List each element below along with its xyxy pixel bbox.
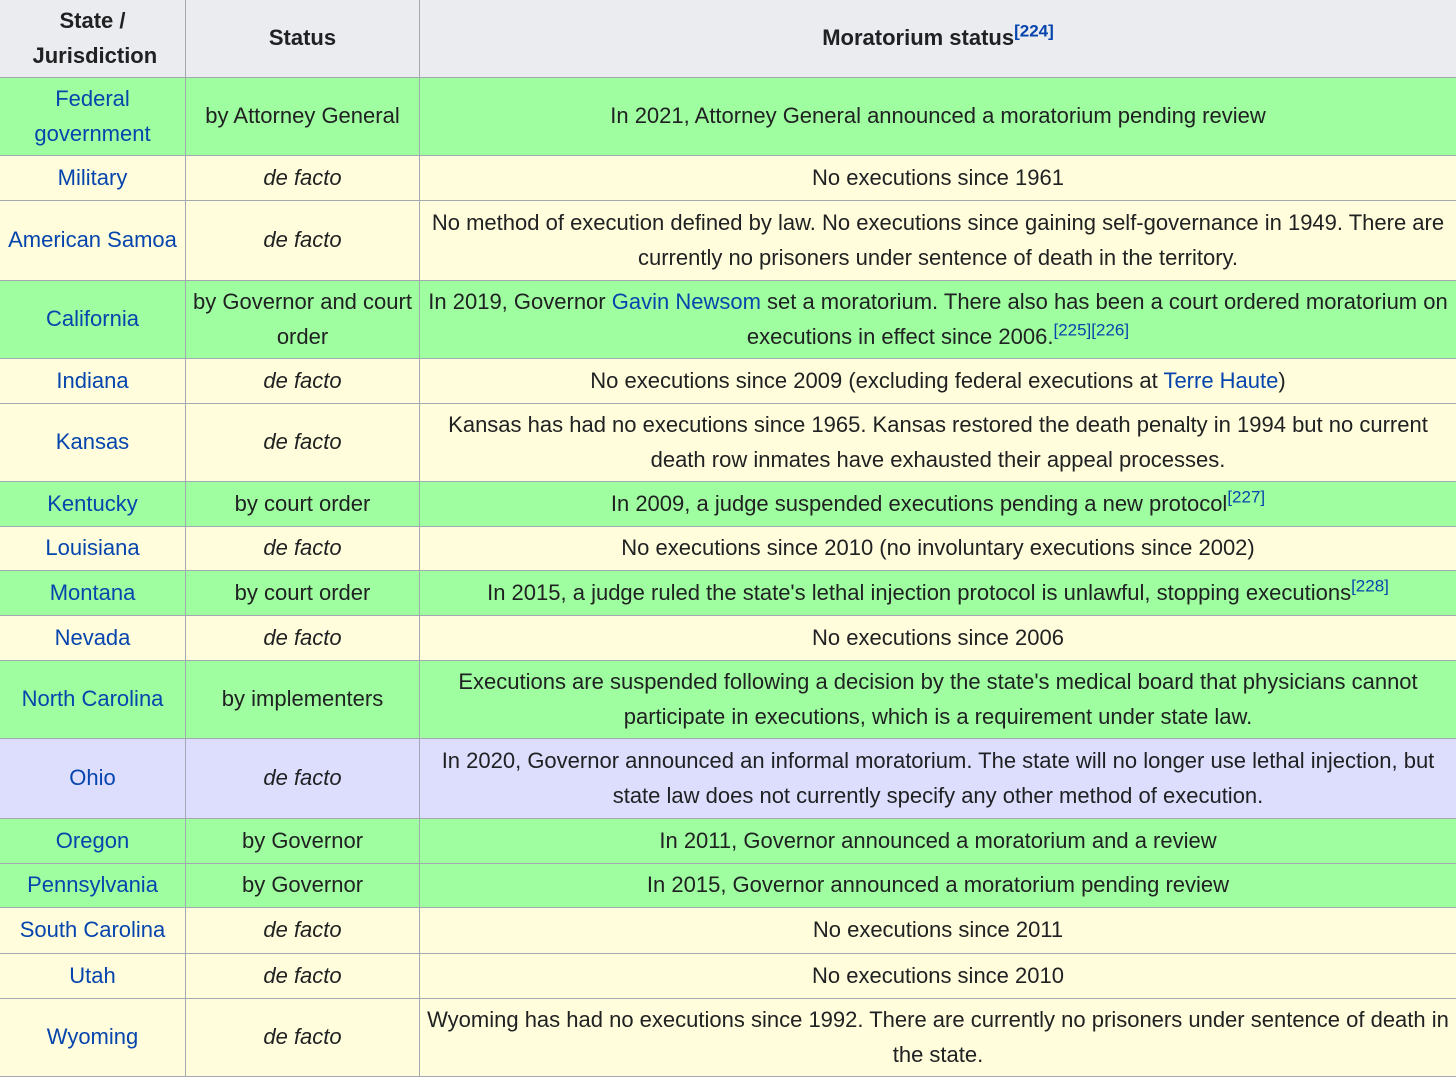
moratorium-description-cell xyxy=(420,527,1456,571)
description-text: Executions are suspended following a decision by the state's medical board that physicians cannot participate in executions, which is a requirement under state law. xyxy=(458,669,1417,729)
table-row xyxy=(0,864,1456,908)
state-cell xyxy=(0,954,186,999)
state-link[interactable]: Ohio xyxy=(69,765,115,790)
table-row xyxy=(0,954,1456,999)
description-text: No executions since 2006 xyxy=(812,625,1064,650)
reference-link[interactable]: [228] xyxy=(1351,576,1389,595)
header-state-label: State / Jurisdiction xyxy=(33,4,153,73)
state-link[interactable]: Kansas xyxy=(56,429,129,454)
state-cell xyxy=(0,78,186,156)
status-cell xyxy=(186,571,420,616)
state-link[interactable]: Military xyxy=(58,165,128,190)
description-text: In 2011, Governor announced a moratorium and a review xyxy=(659,828,1216,853)
moratorium-description-cell xyxy=(420,739,1456,819)
moratorium-description-cell xyxy=(420,954,1456,999)
status-text: by Governor xyxy=(242,828,363,853)
state-cell xyxy=(0,482,186,527)
status-cell xyxy=(186,527,420,571)
status-text: de facto xyxy=(263,227,341,252)
state-cell xyxy=(0,281,186,359)
description-text: In 2015, a judge ruled the state's lethal injection protocol is unlawful, stopping executions xyxy=(487,580,1351,605)
state-link[interactable]: Federal government xyxy=(34,86,150,146)
state-cell xyxy=(0,359,186,404)
table-row xyxy=(0,999,1456,1077)
moratorium-description-cell xyxy=(420,661,1456,739)
reference-link[interactable]: [225] xyxy=(1053,320,1091,339)
status-cell xyxy=(186,404,420,482)
moratorium-description-cell xyxy=(420,482,1456,527)
table-row xyxy=(0,156,1456,201)
state-cell xyxy=(0,739,186,819)
status-text: de facto xyxy=(263,368,341,393)
table-row xyxy=(0,571,1456,616)
header-moratorium-label: Moratorium status xyxy=(822,25,1014,50)
moratorium-description-cell xyxy=(420,999,1456,1077)
table-row xyxy=(0,739,1456,819)
state-cell xyxy=(0,156,186,201)
table-row xyxy=(0,404,1456,482)
reference-superscript xyxy=(1091,320,1129,339)
moratorium-description-cell xyxy=(420,819,1456,864)
description-text: No executions since 2010 xyxy=(812,963,1064,988)
status-cell xyxy=(186,999,420,1077)
status-text: de facto xyxy=(263,1024,341,1049)
moratorium-description-cell xyxy=(420,359,1456,404)
table-row xyxy=(0,482,1456,527)
status-text: de facto xyxy=(263,535,341,560)
state-link[interactable]: American Samoa xyxy=(8,227,177,252)
status-cell xyxy=(186,359,420,404)
status-cell xyxy=(186,482,420,527)
state-link[interactable]: South Carolina xyxy=(20,917,166,942)
reference-link[interactable]: [226] xyxy=(1091,320,1129,339)
description-text: In 2019, Governor xyxy=(428,289,611,314)
moratorium-description-cell xyxy=(420,201,1456,281)
reference-link[interactable]: [227] xyxy=(1227,487,1265,506)
table-row xyxy=(0,201,1456,281)
description-text: Wyoming has had no executions since 1992. There are currently no prisoners under sentence of death in the state. xyxy=(427,1007,1449,1067)
header-moratorium-status[interactable] xyxy=(420,0,1456,78)
header-row xyxy=(0,0,1456,78)
state-cell xyxy=(0,404,186,482)
moratorium-description-cell xyxy=(420,78,1456,156)
moratorium-description-cell xyxy=(420,616,1456,661)
reference-link[interactable]: [224] xyxy=(1014,22,1054,41)
status-text: by Governor xyxy=(242,872,363,897)
status-text: by Governor and court order xyxy=(193,289,412,349)
status-cell xyxy=(186,739,420,819)
description-text: In 2020, Governor announced an informal moratorium. The state will no longer use lethal injection, but state law does not currently specify any other method of execution. xyxy=(442,748,1435,808)
moratorium-description-cell xyxy=(420,281,1456,359)
table-row xyxy=(0,819,1456,864)
status-text: by implementers xyxy=(222,686,383,711)
state-cell xyxy=(0,616,186,661)
moratorium-description-cell xyxy=(420,404,1456,482)
state-cell xyxy=(0,527,186,571)
table-row xyxy=(0,527,1456,571)
status-cell xyxy=(186,616,420,661)
state-link[interactable]: Pennsylvania xyxy=(27,872,158,897)
description-text: In 2021, Attorney General announced a moratorium pending review xyxy=(610,103,1266,128)
status-cell xyxy=(186,908,420,954)
moratorium-description-cell xyxy=(420,571,1456,616)
description-text: No executions since 1961 xyxy=(812,165,1064,190)
status-text: by court order xyxy=(235,580,371,605)
reference-superscript xyxy=(1227,487,1265,506)
reference-superscript xyxy=(1351,576,1389,595)
state-cell xyxy=(0,201,186,281)
status-text: de facto xyxy=(263,963,341,988)
status-text: de facto xyxy=(263,429,341,454)
status-text: de facto xyxy=(263,917,341,942)
description-text: In 2015, Governor announced a moratorium pending review xyxy=(647,872,1229,897)
description-text: set a moratorium. There also has been a court ordered moratorium on executions in effect since 2006. xyxy=(747,289,1448,349)
state-link[interactable]: Montana xyxy=(50,580,136,605)
state-link[interactable]: Wyoming xyxy=(47,1024,139,1049)
description-text: In 2009, a judge suspended executions pending a new protocol xyxy=(611,491,1227,516)
moratorium-description-cell xyxy=(420,864,1456,908)
table-body xyxy=(0,78,1456,1077)
table-row xyxy=(0,908,1456,954)
state-cell xyxy=(0,571,186,616)
moratorium-description-cell xyxy=(420,908,1456,954)
header-state-jurisdiction[interactable] xyxy=(0,0,186,78)
state-link[interactable]: Louisiana xyxy=(45,535,139,560)
status-cell xyxy=(186,281,420,359)
description-text: No executions since 2010 (no involuntary executions since 2002) xyxy=(621,535,1255,560)
description-text: ) xyxy=(1278,368,1285,393)
inline-link[interactable]: Terre Haute xyxy=(1163,368,1278,393)
table-row xyxy=(0,281,1456,359)
status-cell xyxy=(186,661,420,739)
state-link[interactable]: Utah xyxy=(69,963,115,988)
state-cell xyxy=(0,908,186,954)
description-text: No executions since 2011 xyxy=(813,917,1063,942)
state-cell xyxy=(0,819,186,864)
status-text: de facto xyxy=(263,165,341,190)
table-row xyxy=(0,359,1456,404)
moratorium-description-cell xyxy=(420,156,1456,201)
header-status-label: Status xyxy=(269,25,336,50)
status-cell xyxy=(186,954,420,999)
state-link[interactable]: Oregon xyxy=(56,828,129,853)
state-cell xyxy=(0,661,186,739)
status-cell xyxy=(186,156,420,201)
status-text: by Attorney General xyxy=(205,103,399,128)
header-status[interactable] xyxy=(186,0,420,78)
state-link[interactable]: North Carolina xyxy=(22,686,164,711)
description-text: Kansas has had no executions since 1965. Kansas restored the death penalty in 1994 but no current death row inmates have exhausted their appeal processes. xyxy=(448,412,1428,472)
description-text: No executions since 2009 (excluding federal executions at xyxy=(590,368,1163,393)
reference-superscript xyxy=(1053,320,1091,339)
inline-link[interactable]: Gavin Newsom xyxy=(612,289,761,314)
status-cell xyxy=(186,819,420,864)
status-cell xyxy=(186,864,420,908)
description-text: No method of execution defined by law. No executions since gaining self-governance in 1949. There are currently no prisoners under sentence of death in the territory. xyxy=(432,210,1444,270)
status-cell xyxy=(186,78,420,156)
status-text: de facto xyxy=(263,765,341,790)
table-row xyxy=(0,661,1456,739)
state-link[interactable]: Nevada xyxy=(55,625,131,650)
table-row xyxy=(0,616,1456,661)
state-link[interactable]: Indiana xyxy=(56,368,128,393)
state-link[interactable]: California xyxy=(46,306,139,331)
status-text: by court order xyxy=(235,491,371,516)
status-text: de facto xyxy=(263,625,341,650)
status-cell xyxy=(186,201,420,281)
state-link[interactable]: Kentucky xyxy=(47,491,138,516)
state-cell xyxy=(0,864,186,908)
state-cell xyxy=(0,999,186,1077)
table-row xyxy=(0,78,1456,156)
